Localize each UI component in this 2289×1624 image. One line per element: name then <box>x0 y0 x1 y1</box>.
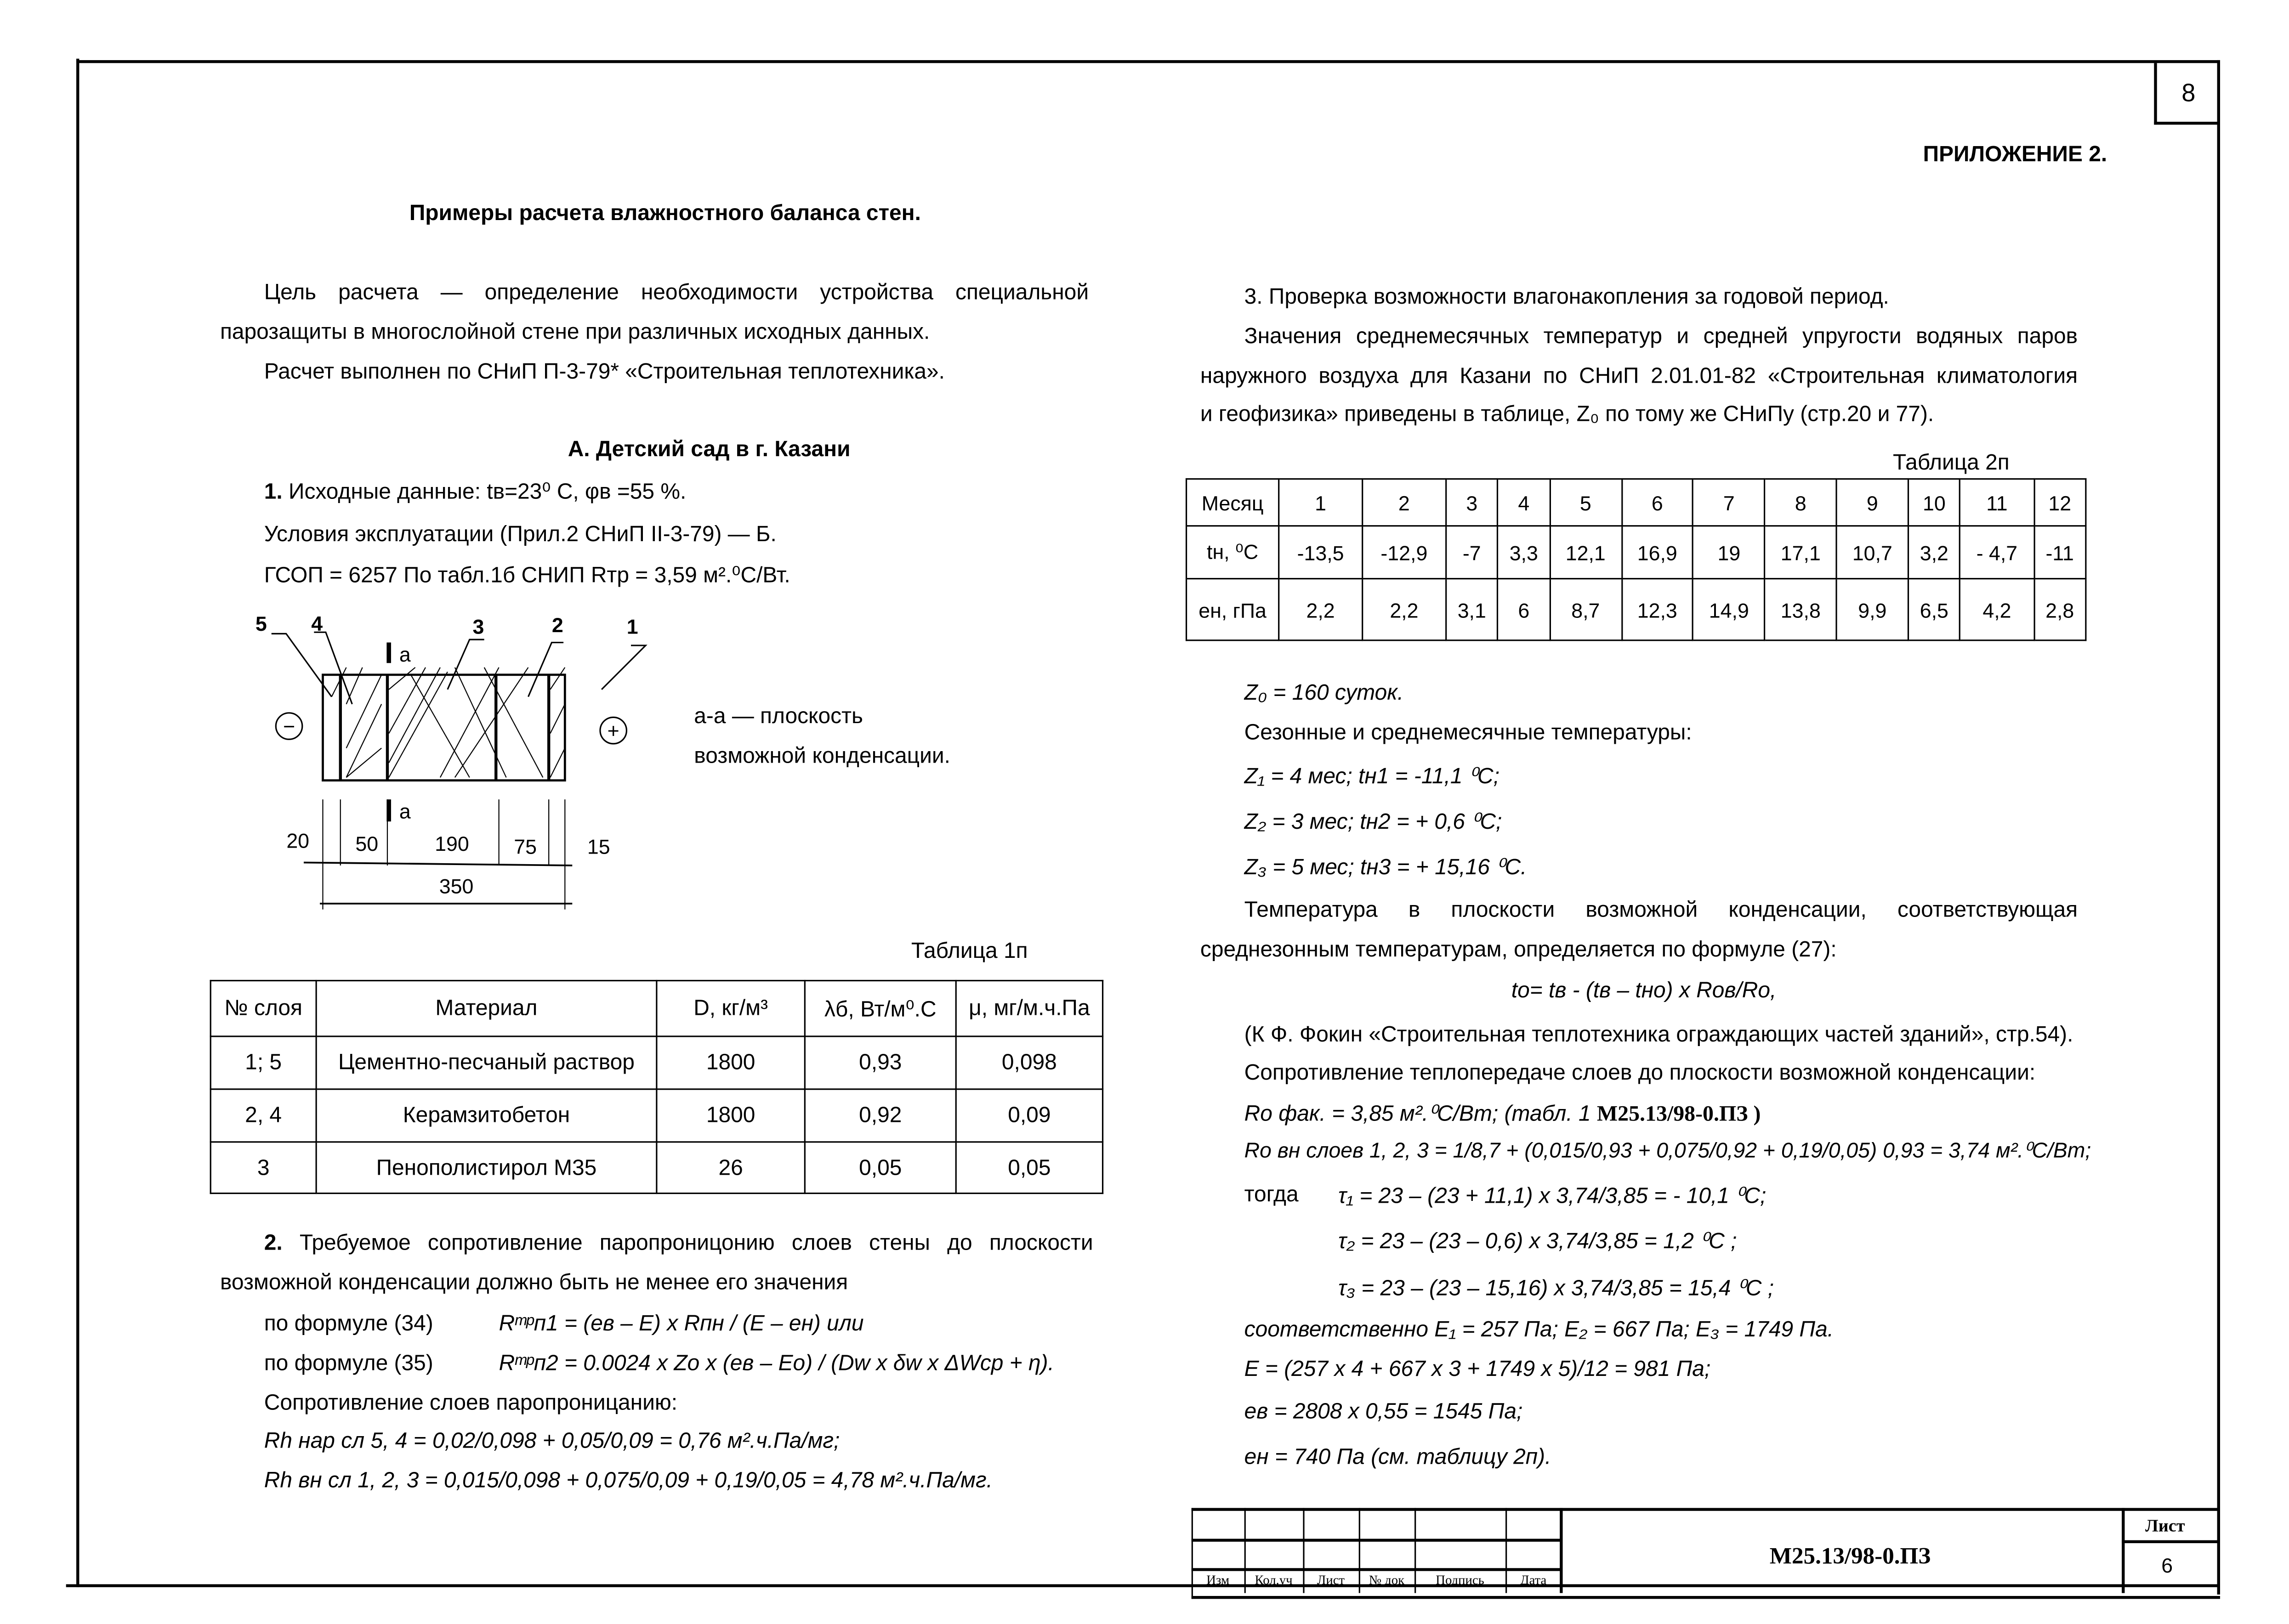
word: СНиП <box>1579 363 1639 389</box>
cell: 0,098 <box>956 1036 1102 1089</box>
cell: 1800 <box>657 1089 805 1142</box>
word: — <box>440 280 463 306</box>
p3-heading: 3. Проверка возможности влагонакопления за годовой период. <box>1244 284 1889 310</box>
rh-inner: Rh вн сл 1, 2, 3 = 0,015/0,098 + 0,075/0,09 + 0,19/0,05 = 4,78 м².ч.Па/мг. <box>264 1468 993 1494</box>
cell: 8,7 <box>1550 579 1621 640</box>
row-label: eн, гПа <box>1187 579 1279 640</box>
word: и <box>1676 324 1689 349</box>
legend-line-2: возможной конденсации. <box>694 743 950 769</box>
dim-20: 20 <box>286 830 310 853</box>
table-row <box>210 1142 1102 1194</box>
stamp-divider <box>2122 1540 2219 1543</box>
z2: Z₂ = 3 мес; tн2 = + 0,6 ⁰С; <box>1244 809 1502 835</box>
layer-label-4: 4 <box>311 612 323 635</box>
word: необходимости <box>641 280 798 306</box>
cell: 26 <box>657 1142 805 1194</box>
p3-line-3: и геофизика» приведены в таблице, Z₀ по тому же СНиПу (стр.20 и 77). <box>1200 402 1934 427</box>
word: водяных <box>1916 324 2003 349</box>
frame-top <box>76 60 2220 63</box>
layer-label-5: 5 <box>255 612 267 635</box>
word: соответствующая <box>1897 898 2078 923</box>
word: плоскости <box>989 1230 1093 1256</box>
cell: 2,2 <box>1363 579 1446 640</box>
p1c: ГСОП = 6257 По табл.1б СНИП Rтр = 3,59 м².⁰С/Вт. <box>264 563 790 588</box>
resist-title: Сопротивление слоев паропроницанию: <box>264 1390 678 1416</box>
frame-right <box>2217 60 2220 1595</box>
p3-line-2 <box>1200 364 2078 389</box>
word: специальной <box>955 280 1089 306</box>
temp-line-2: среднезонным температурам, определяется по формуле (27): <box>1200 937 1837 962</box>
cell: 14,9 <box>1693 579 1765 640</box>
en: eн = 740 Па (см. таблицу 2п). <box>1244 1445 1551 1470</box>
intro-line-3: Расчет выполнен по СНиП П-3-79* «Строительная теплотехника». <box>264 359 945 385</box>
word: среднемесячных <box>1356 324 1529 349</box>
word: возможной <box>1585 898 1698 923</box>
table-row <box>210 1036 1102 1089</box>
resist-heat-title: Сопротивление теплопередаче слоев до плоскости возможной конденсации: <box>1244 1060 2036 1086</box>
intro-line-2: парозащиты в многослойной стене при различных исходных данных. <box>220 320 930 345</box>
layer-label-1: 1 <box>626 616 638 639</box>
rh-outer: Rh нар сл 5, 4 = 0,02/0,098 + 0,05/0,09 = 0,76 м².ч.Па/мг; <box>264 1428 840 1454</box>
stamp-divider <box>2122 1508 2124 1593</box>
p1 <box>264 478 687 504</box>
frame-left <box>76 59 79 1587</box>
word: в <box>1408 898 1420 923</box>
p1b: Условия эксплуатации (Прил.2 СНиП II-3-79) — Б. <box>264 522 777 547</box>
sootv: соответственно E₁ = 257 Па; E₂ = 667 Па; E₃ = 1749 Па. <box>1244 1317 1834 1342</box>
temp-line-1 <box>1244 898 2078 922</box>
cell: 3 <box>210 1142 316 1194</box>
stamp-col-label: Лист <box>1317 1572 1345 1587</box>
header-cell: Материал <box>316 981 657 1036</box>
z1: Z₁ = 4 мес; tн1 = -11,1 ⁰С; <box>1244 764 1499 789</box>
cell: 7 <box>1693 479 1765 526</box>
plus-sign: + <box>607 720 619 743</box>
word: стены <box>869 1230 930 1256</box>
z0: Z₀ = 160 суток. <box>1244 680 1404 706</box>
cell: 1800 <box>657 1036 805 1089</box>
cell: 3,2 <box>1908 526 1960 579</box>
cell: 3 <box>1446 479 1498 526</box>
sheet-number: 6 <box>2161 1553 2173 1577</box>
section-mark-top: а <box>399 644 411 667</box>
table-2p <box>1186 478 2087 641</box>
table-row <box>1187 526 2086 579</box>
table-1p <box>210 980 1104 1194</box>
ro-fak-ref: М25.13/98-0.ПЗ ) <box>1596 1103 1761 1127</box>
cell: 1; 5 <box>210 1036 316 1089</box>
cell: - 4,7 <box>1960 526 2033 579</box>
dim-75: 75 <box>514 836 537 859</box>
stamp-divider <box>1560 1508 1562 1593</box>
togda: тогда <box>1244 1182 1299 1207</box>
minus-sign: − <box>283 715 295 738</box>
page-number-box: 8 <box>2154 63 2220 124</box>
word: для <box>1410 363 1448 389</box>
cell: 2,8 <box>2034 579 2086 640</box>
cell: 6 <box>1498 579 1550 640</box>
cell: -11 <box>2034 526 2086 579</box>
cell: 19 <box>1693 526 1765 579</box>
header-cell: D, кг/м³ <box>657 981 805 1036</box>
layer-label-2: 2 <box>551 614 563 637</box>
stamp-col-label: Дата <box>1520 1572 1547 1587</box>
formula-27: tо= tв - (tв – tно) x Rов/Rо, <box>1511 978 1777 1004</box>
cell: 10 <box>1908 479 1960 526</box>
f35-label: по формуле (35) <box>264 1351 433 1376</box>
cell: Пенополистирол М35 <box>316 1142 657 1194</box>
section-mark-bottom: а <box>399 800 411 823</box>
ro-fak-text: Rо фак. = 3,85 м².⁰С/Вт; (табл. 1 <box>1244 1101 1597 1127</box>
word: температур <box>1543 324 1662 349</box>
ev: eв = 2808 x 0,55 = 1545 Па; <box>1244 1399 1523 1425</box>
word: паропроницонию <box>599 1230 775 1256</box>
f35: Rᵐᵖп2 = 0.0024 x Zo x (eв – Eo) / (Dw x δw x ΔWср + η). <box>499 1351 1054 1376</box>
seasonal-title: Сезонные и среднемесячные температуры: <box>1244 720 1692 746</box>
cell: 2,2 <box>1279 579 1363 640</box>
dim-15: 15 <box>587 836 610 859</box>
cell: -7 <box>1446 526 1498 579</box>
word: Значения <box>1244 324 1342 349</box>
cell: -13,5 <box>1279 526 1363 579</box>
p1-text: Исходные данные: tв=23⁰ С, φв =55 %. <box>289 480 687 505</box>
cell: 0,05 <box>956 1142 1102 1194</box>
cell: 3,1 <box>1446 579 1498 640</box>
word: Казани <box>1460 363 1532 389</box>
intro-line-1 <box>264 280 1089 305</box>
fokin-ref: (К Ф. Фокин «Строительная теплотехника ограждающих частей зданий», стр.54). <box>1244 1022 2073 1047</box>
dim-total: 350 <box>439 875 474 898</box>
sheet-label: Лист <box>2145 1515 2185 1536</box>
cell: 12,3 <box>1621 579 1693 640</box>
page-title: Примеры расчета влажностного баланса стен. <box>409 201 921 226</box>
cell: 4 <box>1498 479 1550 526</box>
cell: 2 <box>1363 479 1446 526</box>
word: упругости <box>1802 324 1902 349</box>
word: Температура <box>1244 898 1378 923</box>
word: наружного <box>1200 363 1307 389</box>
word: расчета <box>338 280 419 306</box>
cell: 16,9 <box>1621 526 1693 579</box>
word: 2.01.01-82 <box>1651 363 1756 389</box>
table-row <box>1187 479 2086 526</box>
cell: Керамзитобетон <box>316 1089 657 1142</box>
cell: 9 <box>1836 479 1908 526</box>
p3-line-1 <box>1244 324 2078 349</box>
cell: -12,9 <box>1363 526 1446 579</box>
cell: 0,05 <box>805 1142 956 1194</box>
header-cell: μ, мг/м.ч.Па <box>956 981 1102 1036</box>
legend-line-1: а-а — плоскость <box>694 704 863 729</box>
table1-caption: Таблица 1п <box>911 939 1028 964</box>
header-cell: λб, Вт/м⁰.С <box>805 981 956 1036</box>
cell: 6 <box>1621 479 1693 526</box>
word: определение <box>484 280 619 306</box>
stamp-col-label: № док <box>1369 1572 1405 1587</box>
cell: 3,3 <box>1498 526 1550 579</box>
tau1: τ₁ = 23 – (23 + 11,1) x 3,74/3,85 = - 10,1 ⁰С; <box>1338 1183 1766 1209</box>
word: плоскости <box>1451 898 1555 923</box>
word: Требуемое <box>299 1230 411 1256</box>
cell: 12 <box>2034 479 2086 526</box>
p2-line-2: возможной конденсации должно быть не менее его значения <box>220 1270 848 1296</box>
table2-caption: Таблица 2п <box>1892 450 2010 475</box>
word: климатология <box>1937 363 2078 389</box>
cell: 5 <box>1550 479 1621 526</box>
cell: 0,09 <box>956 1089 1102 1142</box>
E-avg: E = (257 x 4 + 667 x 3 + 1749 x 5)/12 = 981 Па; <box>1244 1357 1711 1382</box>
stamp-col-label: Изм <box>1206 1572 1230 1587</box>
ro-inner: Rо вн слоев 1, 2, 3 = 1/8,7 + (0,015/0,93 + 0,075/0,92 + 0,19/0,05) 0,93 = 3,74 м².⁰С/Вт; <box>1244 1139 2091 1164</box>
cell: 1 <box>1279 479 1363 526</box>
cell: 0,93 <box>805 1036 956 1089</box>
stamp-col-label: Кол.уч <box>1255 1572 1293 1587</box>
section-a-heading: А. Детский сад в г. Казани <box>568 437 851 462</box>
wall-outline <box>323 675 565 781</box>
word: «Строительная <box>1767 363 1925 389</box>
doc-code: М25.13/98-0.ПЗ <box>1769 1545 1931 1570</box>
cell: 9,9 <box>1836 579 1908 640</box>
cell: 4,2 <box>1960 579 2033 640</box>
dim-190: 190 <box>435 832 469 855</box>
ro-fak <box>1244 1100 1761 1128</box>
p2-line-1 <box>264 1231 1093 1256</box>
cell: 11 <box>1960 479 2033 526</box>
word: устройства <box>820 280 934 306</box>
cell: 10,7 <box>1836 526 1908 579</box>
appendix-label: ПРИЛОЖЕНИЕ 2. <box>1923 142 2107 168</box>
word: Цель <box>264 280 317 306</box>
cell: 2, 4 <box>210 1089 316 1142</box>
cell: 0,92 <box>805 1089 956 1142</box>
cell: 12,1 <box>1550 526 1621 579</box>
cell: Цементно-песчаный раствор <box>316 1036 657 1089</box>
cell: 13,8 <box>1765 579 1836 640</box>
word: средней <box>1703 324 1788 349</box>
row-label: Месяц <box>1187 479 1279 526</box>
word: конденсации, <box>1728 898 1867 923</box>
f34-label: по формуле (34) <box>264 1311 433 1336</box>
table-row <box>1187 579 2086 640</box>
word: слоев <box>791 1230 852 1256</box>
f34: Rᵐᵖп1 = (eв – E) x Rпн / (E – eн) или <box>499 1311 864 1336</box>
header-cell: № слоя <box>210 981 316 1036</box>
wall-section-diagram <box>235 601 675 924</box>
z3: Z₃ = 5 мес; tн3 = + 15,16 ⁰С. <box>1244 855 1527 880</box>
tau2: τ₂ = 23 – (23 – 0,6) x 3,74/3,85 = 1,2 ⁰С ; <box>1338 1229 1737 1255</box>
word: 2. <box>264 1230 283 1256</box>
word: воздуха <box>1318 363 1399 389</box>
word: до <box>947 1230 972 1256</box>
tau3: τ₃ = 23 – (23 – 15,16) x 3,74/3,85 = 15,4 ⁰С ; <box>1338 1276 1774 1301</box>
hatch <box>332 668 565 777</box>
row-label: tн, ⁰С <box>1187 526 1279 579</box>
word: по <box>1543 363 1568 389</box>
table-row <box>210 1089 1102 1142</box>
table-header-row <box>210 981 1102 1036</box>
word: паров <box>2017 324 2078 349</box>
cell: 8 <box>1765 479 1836 526</box>
stamp-col-label: Подпись <box>1436 1572 1484 1587</box>
p1-num: 1. <box>264 480 283 505</box>
cell: 6,5 <box>1908 579 1960 640</box>
cell: 17,1 <box>1765 526 1836 579</box>
dim-50: 50 <box>355 832 379 855</box>
layer-label-3: 3 <box>472 616 484 639</box>
word: сопротивление <box>427 1230 583 1256</box>
